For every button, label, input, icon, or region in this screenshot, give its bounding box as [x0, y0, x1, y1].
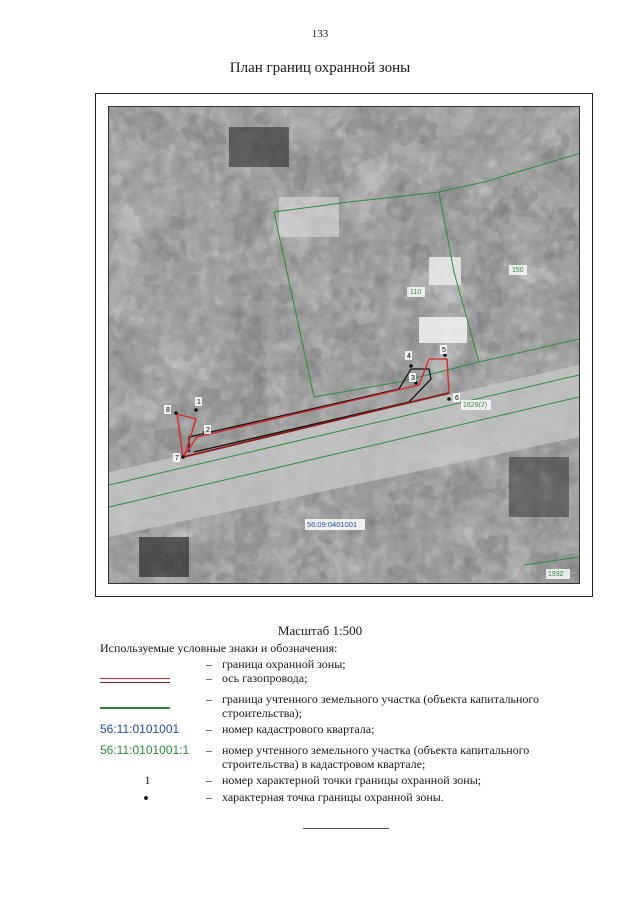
- legend-dash: –: [206, 790, 212, 804]
- page-number: 133: [311, 28, 329, 40]
- parcel-label-110: 110: [410, 289, 422, 296]
- legend-text: номер кадастрового квартала;: [222, 722, 375, 736]
- point-number-sample: 1: [144, 773, 151, 787]
- legend-dash: –: [206, 773, 212, 787]
- building: [139, 537, 189, 577]
- quarter-label-group: [305, 519, 365, 530]
- point-label-1: 1: [197, 399, 201, 406]
- point-label-3: 3: [411, 375, 415, 382]
- point-label-8: 8: [166, 407, 170, 414]
- point-label-2: 2: [206, 427, 210, 434]
- point-label-5: 5: [442, 347, 446, 354]
- legend-item-pipe-axis: [100, 671, 580, 687]
- legend-dash: –: [206, 657, 212, 671]
- building: [229, 127, 289, 167]
- point-marker-1: [194, 408, 198, 412]
- legend-heading: Используемые условные знаки и обозначения:: [100, 641, 338, 655]
- zone-boundary-line-symbol: [100, 678, 170, 679]
- legend-dash: –: [206, 692, 212, 706]
- parcel-boundary-line-symbol: [100, 707, 170, 709]
- parcel-label-1932: 1932: [548, 571, 564, 578]
- gas-pipe-axis-line-symbol: [100, 682, 170, 683]
- legend-dash: –: [206, 722, 212, 736]
- map-frame: [95, 93, 593, 597]
- point-dot-icon: [144, 796, 148, 800]
- building: [419, 317, 467, 343]
- legend-item-quarter-number: [100, 722, 580, 736]
- legend-dash: –: [206, 671, 212, 685]
- point-marker-4: [409, 364, 413, 368]
- legend-text: номер характерной точки границы охранной зоны;: [222, 773, 482, 787]
- parcel-label-150: 150: [512, 267, 524, 274]
- legend-item-parcel-number: [100, 743, 580, 771]
- point-label-7: 7: [175, 455, 179, 462]
- legend-text: граница учтенного земельного участка (объекта капитального строительства);: [222, 692, 540, 720]
- quarter-number-sample: 56:11:0101001: [100, 722, 180, 736]
- legend-item-zone-boundary: [100, 657, 580, 671]
- point-marker-7: [181, 455, 185, 459]
- legend-text: номер учтенного земельного участка (объекта капитального строительства) в кадастровом квартале;: [222, 743, 530, 771]
- legend-item-parcel-boundary: [100, 692, 580, 722]
- legend-text: граница охранной зоны;: [222, 657, 346, 671]
- point-marker-8: [174, 411, 178, 415]
- map-scale: Масштаб 1:500: [277, 623, 363, 638]
- legend-dash: –: [206, 743, 212, 757]
- aerial-map: [108, 106, 580, 584]
- bottom-rule: [303, 828, 389, 829]
- building: [509, 457, 569, 517]
- parcel-label-1629: 1629(2): [463, 402, 488, 409]
- point-label-4: 4: [407, 353, 411, 360]
- parcel-number-sample: 56:11:0101001:1: [100, 743, 190, 757]
- point-label-6: 6: [455, 395, 459, 402]
- legend-item-characteristic-point: [100, 790, 580, 806]
- cadastral-quarter-label: 56:09:0401001: [307, 520, 358, 529]
- point-marker-6: [447, 397, 451, 401]
- page-title: План границ охранной зоны: [229, 60, 411, 76]
- building: [279, 197, 339, 237]
- legend-text: ось газопровода;: [222, 671, 308, 685]
- legend-text: характерная точка границы охранной зоны.: [222, 790, 444, 804]
- map-svg: [109, 107, 579, 583]
- legend-item-point-number: [100, 773, 580, 787]
